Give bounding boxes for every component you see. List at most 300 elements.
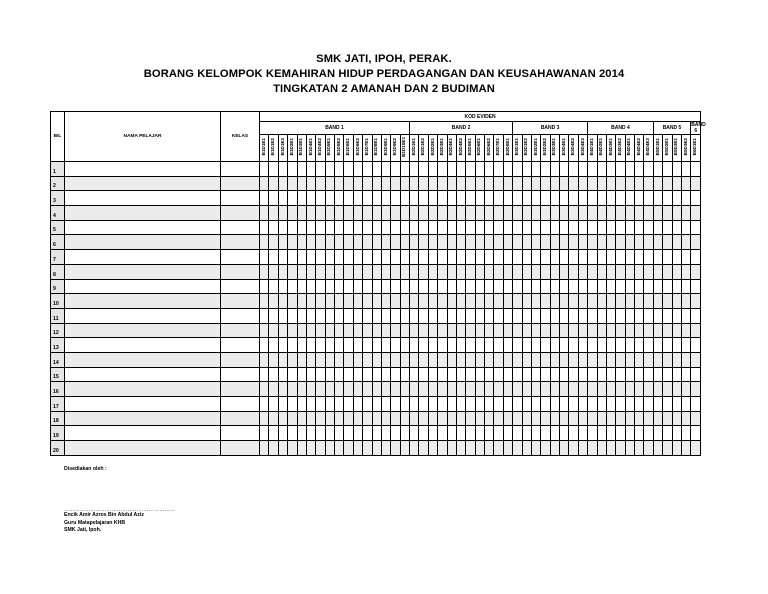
student-name-cell[interactable] (65, 264, 221, 279)
evidence-cell[interactable] (541, 382, 550, 397)
evidence-cell[interactable] (428, 411, 437, 426)
evidence-cell[interactable] (278, 206, 287, 221)
evidence-cell[interactable] (625, 411, 634, 426)
evidence-cell[interactable] (485, 367, 494, 382)
evidence-cell[interactable] (466, 162, 475, 177)
evidence-cell[interactable] (372, 220, 381, 235)
evidence-cell[interactable] (316, 162, 325, 177)
evidence-cell[interactable] (335, 294, 344, 309)
evidence-cell[interactable] (419, 323, 428, 338)
evidence-cell[interactable] (316, 220, 325, 235)
evidence-cell[interactable] (438, 308, 447, 323)
evidence-cell[interactable] (297, 367, 306, 382)
evidence-cell[interactable] (503, 323, 512, 338)
evidence-cell[interactable] (653, 264, 662, 279)
evidence-cell[interactable] (569, 264, 578, 279)
evidence-cell[interactable] (456, 397, 465, 412)
evidence-cell[interactable] (438, 294, 447, 309)
evidence-cell[interactable] (466, 411, 475, 426)
evidence-cell[interactable] (353, 323, 362, 338)
evidence-cell[interactable] (381, 206, 390, 221)
evidence-cell[interactable] (531, 308, 540, 323)
evidence-cell[interactable] (681, 162, 690, 177)
evidence-cell[interactable] (260, 352, 269, 367)
evidence-cell[interactable] (635, 411, 644, 426)
evidence-cell[interactable] (456, 279, 465, 294)
evidence-cell[interactable] (531, 220, 540, 235)
evidence-cell[interactable] (672, 426, 681, 441)
evidence-cell[interactable] (456, 382, 465, 397)
evidence-cell[interactable] (578, 206, 587, 221)
evidence-cell[interactable] (663, 338, 672, 353)
student-name-cell[interactable] (65, 411, 221, 426)
evidence-cell[interactable] (428, 250, 437, 265)
student-name-cell[interactable] (65, 308, 221, 323)
evidence-cell[interactable] (316, 323, 325, 338)
evidence-cell[interactable] (475, 397, 484, 412)
evidence-cell[interactable] (560, 397, 569, 412)
evidence-cell[interactable] (456, 294, 465, 309)
evidence-cell[interactable] (550, 235, 559, 250)
evidence-cell[interactable] (691, 264, 701, 279)
evidence-cell[interactable] (691, 308, 701, 323)
evidence-cell[interactable] (288, 191, 297, 206)
evidence-cell[interactable] (381, 264, 390, 279)
evidence-cell[interactable] (541, 367, 550, 382)
evidence-cell[interactable] (606, 397, 615, 412)
evidence-cell[interactable] (278, 191, 287, 206)
evidence-cell[interactable] (466, 397, 475, 412)
evidence-cell[interactable] (560, 411, 569, 426)
evidence-cell[interactable] (306, 411, 315, 426)
evidence-cell[interactable] (635, 367, 644, 382)
class-cell[interactable] (221, 323, 260, 338)
evidence-cell[interactable] (653, 426, 662, 441)
evidence-cell[interactable] (410, 338, 419, 353)
evidence-cell[interactable] (691, 279, 701, 294)
evidence-cell[interactable] (672, 176, 681, 191)
evidence-cell[interactable] (541, 264, 550, 279)
evidence-cell[interactable] (353, 191, 362, 206)
evidence-cell[interactable] (606, 235, 615, 250)
evidence-cell[interactable] (531, 176, 540, 191)
evidence-cell[interactable] (597, 441, 606, 456)
evidence-cell[interactable] (297, 162, 306, 177)
evidence-cell[interactable] (588, 176, 597, 191)
evidence-cell[interactable] (381, 352, 390, 367)
evidence-cell[interactable] (691, 206, 701, 221)
evidence-cell[interactable] (306, 441, 315, 456)
evidence-cell[interactable] (681, 441, 690, 456)
evidence-cell[interactable] (635, 176, 644, 191)
evidence-cell[interactable] (344, 220, 353, 235)
evidence-cell[interactable] (635, 264, 644, 279)
evidence-cell[interactable] (381, 308, 390, 323)
evidence-cell[interactable] (419, 308, 428, 323)
evidence-cell[interactable] (531, 382, 540, 397)
evidence-cell[interactable] (288, 411, 297, 426)
evidence-cell[interactable] (663, 323, 672, 338)
evidence-cell[interactable] (475, 367, 484, 382)
evidence-cell[interactable] (466, 441, 475, 456)
evidence-cell[interactable] (381, 294, 390, 309)
evidence-cell[interactable] (550, 338, 559, 353)
evidence-cell[interactable] (466, 206, 475, 221)
evidence-cell[interactable] (644, 397, 653, 412)
evidence-cell[interactable] (663, 264, 672, 279)
evidence-cell[interactable] (447, 441, 456, 456)
student-name-cell[interactable] (65, 397, 221, 412)
evidence-cell[interactable] (363, 191, 372, 206)
evidence-cell[interactable] (372, 235, 381, 250)
evidence-cell[interactable] (353, 338, 362, 353)
evidence-cell[interactable] (381, 176, 390, 191)
evidence-cell[interactable] (681, 176, 690, 191)
evidence-cell[interactable] (363, 176, 372, 191)
evidence-cell[interactable] (400, 162, 409, 177)
evidence-cell[interactable] (456, 250, 465, 265)
evidence-cell[interactable] (363, 279, 372, 294)
evidence-cell[interactable] (522, 176, 531, 191)
evidence-cell[interactable] (541, 397, 550, 412)
evidence-cell[interactable] (578, 264, 587, 279)
evidence-cell[interactable] (297, 279, 306, 294)
evidence-cell[interactable] (428, 441, 437, 456)
evidence-cell[interactable] (494, 426, 503, 441)
evidence-cell[interactable] (278, 382, 287, 397)
student-name-cell[interactable] (65, 220, 221, 235)
class-cell[interactable] (221, 382, 260, 397)
evidence-cell[interactable] (306, 338, 315, 353)
evidence-cell[interactable] (494, 250, 503, 265)
evidence-cell[interactable] (400, 176, 409, 191)
evidence-cell[interactable] (513, 367, 522, 382)
evidence-cell[interactable] (372, 294, 381, 309)
student-name-cell[interactable] (65, 352, 221, 367)
evidence-cell[interactable] (635, 397, 644, 412)
evidence-cell[interactable] (335, 308, 344, 323)
evidence-cell[interactable] (503, 441, 512, 456)
evidence-cell[interactable] (578, 191, 587, 206)
evidence-cell[interactable] (635, 426, 644, 441)
evidence-cell[interactable] (438, 162, 447, 177)
evidence-cell[interactable] (456, 441, 465, 456)
evidence-cell[interactable] (616, 338, 625, 353)
evidence-cell[interactable] (663, 382, 672, 397)
evidence-cell[interactable] (363, 338, 372, 353)
class-cell[interactable] (221, 352, 260, 367)
evidence-cell[interactable] (625, 426, 634, 441)
evidence-cell[interactable] (419, 397, 428, 412)
evidence-cell[interactable] (653, 206, 662, 221)
evidence-cell[interactable] (513, 191, 522, 206)
evidence-cell[interactable] (325, 397, 334, 412)
evidence-cell[interactable] (616, 397, 625, 412)
evidence-cell[interactable] (456, 352, 465, 367)
evidence-cell[interactable] (503, 235, 512, 250)
evidence-cell[interactable] (410, 220, 419, 235)
evidence-cell[interactable] (438, 279, 447, 294)
evidence-cell[interactable] (569, 176, 578, 191)
evidence-cell[interactable] (569, 323, 578, 338)
evidence-cell[interactable] (513, 411, 522, 426)
evidence-cell[interactable] (381, 323, 390, 338)
evidence-cell[interactable] (522, 235, 531, 250)
evidence-cell[interactable] (269, 294, 278, 309)
evidence-cell[interactable] (550, 162, 559, 177)
evidence-cell[interactable] (381, 162, 390, 177)
evidence-cell[interactable] (456, 264, 465, 279)
evidence-cell[interactable] (381, 441, 390, 456)
evidence-cell[interactable] (447, 176, 456, 191)
evidence-cell[interactable] (606, 338, 615, 353)
evidence-cell[interactable] (297, 397, 306, 412)
student-name-cell[interactable] (65, 206, 221, 221)
evidence-cell[interactable] (438, 323, 447, 338)
evidence-cell[interactable] (560, 323, 569, 338)
evidence-cell[interactable] (588, 308, 597, 323)
evidence-cell[interactable] (447, 382, 456, 397)
evidence-cell[interactable] (428, 323, 437, 338)
evidence-cell[interactable] (438, 397, 447, 412)
evidence-cell[interactable] (475, 323, 484, 338)
evidence-cell[interactable] (503, 397, 512, 412)
evidence-cell[interactable] (691, 220, 701, 235)
evidence-cell[interactable] (428, 191, 437, 206)
evidence-cell[interactable] (316, 352, 325, 367)
evidence-cell[interactable] (672, 323, 681, 338)
evidence-cell[interactable] (569, 426, 578, 441)
evidence-cell[interactable] (372, 382, 381, 397)
evidence-cell[interactable] (391, 206, 400, 221)
evidence-cell[interactable] (419, 162, 428, 177)
class-cell[interactable] (221, 338, 260, 353)
evidence-cell[interactable] (260, 397, 269, 412)
evidence-cell[interactable] (447, 367, 456, 382)
evidence-cell[interactable] (278, 352, 287, 367)
evidence-cell[interactable] (663, 176, 672, 191)
evidence-cell[interactable] (428, 308, 437, 323)
evidence-cell[interactable] (522, 382, 531, 397)
evidence-cell[interactable] (372, 308, 381, 323)
evidence-cell[interactable] (288, 220, 297, 235)
evidence-cell[interactable] (588, 191, 597, 206)
evidence-cell[interactable] (606, 220, 615, 235)
evidence-cell[interactable] (381, 411, 390, 426)
evidence-cell[interactable] (381, 367, 390, 382)
evidence-cell[interactable] (635, 162, 644, 177)
evidence-cell[interactable] (588, 235, 597, 250)
evidence-cell[interactable] (344, 367, 353, 382)
evidence-cell[interactable] (550, 220, 559, 235)
evidence-cell[interactable] (335, 338, 344, 353)
student-name-cell[interactable] (65, 250, 221, 265)
evidence-cell[interactable] (494, 397, 503, 412)
evidence-cell[interactable] (625, 220, 634, 235)
evidence-cell[interactable] (438, 338, 447, 353)
evidence-cell[interactable] (663, 294, 672, 309)
evidence-cell[interactable] (531, 441, 540, 456)
evidence-cell[interactable] (306, 220, 315, 235)
evidence-cell[interactable] (306, 191, 315, 206)
evidence-cell[interactable] (344, 352, 353, 367)
evidence-cell[interactable] (391, 279, 400, 294)
evidence-cell[interactable] (513, 206, 522, 221)
evidence-cell[interactable] (306, 264, 315, 279)
evidence-cell[interactable] (260, 176, 269, 191)
evidence-cell[interactable] (578, 352, 587, 367)
evidence-cell[interactable] (306, 323, 315, 338)
evidence-cell[interactable] (597, 250, 606, 265)
evidence-cell[interactable] (363, 411, 372, 426)
evidence-cell[interactable] (456, 367, 465, 382)
evidence-cell[interactable] (335, 235, 344, 250)
evidence-cell[interactable] (316, 235, 325, 250)
evidence-cell[interactable] (372, 264, 381, 279)
evidence-cell[interactable] (503, 206, 512, 221)
evidence-cell[interactable] (335, 411, 344, 426)
evidence-cell[interactable] (578, 162, 587, 177)
evidence-cell[interactable] (335, 382, 344, 397)
evidence-cell[interactable] (681, 279, 690, 294)
evidence-cell[interactable] (428, 338, 437, 353)
evidence-cell[interactable] (578, 294, 587, 309)
evidence-cell[interactable] (597, 235, 606, 250)
evidence-cell[interactable] (419, 338, 428, 353)
evidence-cell[interactable] (531, 367, 540, 382)
evidence-cell[interactable] (325, 352, 334, 367)
evidence-cell[interactable] (625, 338, 634, 353)
evidence-cell[interactable] (400, 323, 409, 338)
evidence-cell[interactable] (438, 441, 447, 456)
evidence-cell[interactable] (494, 411, 503, 426)
evidence-cell[interactable] (297, 308, 306, 323)
class-cell[interactable] (221, 426, 260, 441)
evidence-cell[interactable] (625, 176, 634, 191)
evidence-cell[interactable] (447, 338, 456, 353)
evidence-cell[interactable] (260, 426, 269, 441)
evidence-cell[interactable] (438, 191, 447, 206)
evidence-cell[interactable] (344, 235, 353, 250)
evidence-cell[interactable] (447, 235, 456, 250)
evidence-cell[interactable] (616, 235, 625, 250)
evidence-cell[interactable] (503, 308, 512, 323)
evidence-cell[interactable] (372, 323, 381, 338)
evidence-cell[interactable] (644, 382, 653, 397)
evidence-cell[interactable] (578, 397, 587, 412)
evidence-cell[interactable] (306, 382, 315, 397)
evidence-cell[interactable] (391, 323, 400, 338)
evidence-cell[interactable] (616, 264, 625, 279)
evidence-cell[interactable] (419, 176, 428, 191)
evidence-cell[interactable] (606, 250, 615, 265)
evidence-cell[interactable] (419, 279, 428, 294)
evidence-cell[interactable] (316, 426, 325, 441)
evidence-cell[interactable] (381, 235, 390, 250)
evidence-cell[interactable] (269, 323, 278, 338)
evidence-cell[interactable] (410, 279, 419, 294)
evidence-cell[interactable] (288, 206, 297, 221)
evidence-cell[interactable] (428, 294, 437, 309)
evidence-cell[interactable] (428, 279, 437, 294)
evidence-cell[interactable] (297, 411, 306, 426)
evidence-cell[interactable] (494, 308, 503, 323)
evidence-cell[interactable] (560, 441, 569, 456)
evidence-cell[interactable] (625, 191, 634, 206)
evidence-cell[interactable] (335, 206, 344, 221)
evidence-cell[interactable] (541, 308, 550, 323)
evidence-cell[interactable] (569, 191, 578, 206)
evidence-cell[interactable] (653, 279, 662, 294)
evidence-cell[interactable] (653, 162, 662, 177)
evidence-cell[interactable] (278, 162, 287, 177)
evidence-cell[interactable] (288, 338, 297, 353)
evidence-cell[interactable] (335, 264, 344, 279)
class-cell[interactable] (221, 162, 260, 177)
evidence-cell[interactable] (494, 367, 503, 382)
evidence-cell[interactable] (306, 367, 315, 382)
evidence-cell[interactable] (381, 250, 390, 265)
evidence-cell[interactable] (588, 220, 597, 235)
evidence-cell[interactable] (578, 382, 587, 397)
evidence-cell[interactable] (485, 352, 494, 367)
evidence-cell[interactable] (494, 206, 503, 221)
evidence-cell[interactable] (335, 279, 344, 294)
evidence-cell[interactable] (597, 338, 606, 353)
evidence-cell[interactable] (269, 441, 278, 456)
evidence-cell[interactable] (363, 235, 372, 250)
evidence-cell[interactable] (325, 323, 334, 338)
evidence-cell[interactable] (644, 235, 653, 250)
evidence-cell[interactable] (316, 206, 325, 221)
evidence-cell[interactable] (606, 411, 615, 426)
evidence-cell[interactable] (447, 279, 456, 294)
evidence-cell[interactable] (344, 294, 353, 309)
evidence-cell[interactable] (541, 176, 550, 191)
evidence-cell[interactable] (306, 235, 315, 250)
evidence-cell[interactable] (485, 235, 494, 250)
evidence-cell[interactable] (672, 264, 681, 279)
evidence-cell[interactable] (306, 308, 315, 323)
evidence-cell[interactable] (306, 162, 315, 177)
evidence-cell[interactable] (419, 235, 428, 250)
evidence-cell[interactable] (550, 323, 559, 338)
evidence-cell[interactable] (372, 338, 381, 353)
evidence-cell[interactable] (260, 206, 269, 221)
evidence-cell[interactable] (522, 323, 531, 338)
evidence-cell[interactable] (606, 279, 615, 294)
evidence-cell[interactable] (635, 352, 644, 367)
evidence-cell[interactable] (456, 162, 465, 177)
evidence-cell[interactable] (485, 411, 494, 426)
evidence-cell[interactable] (372, 411, 381, 426)
evidence-cell[interactable] (625, 294, 634, 309)
evidence-cell[interactable] (353, 176, 362, 191)
evidence-cell[interactable] (400, 367, 409, 382)
evidence-cell[interactable] (522, 162, 531, 177)
evidence-cell[interactable] (663, 250, 672, 265)
evidence-cell[interactable] (503, 294, 512, 309)
evidence-cell[interactable] (681, 411, 690, 426)
evidence-cell[interactable] (541, 323, 550, 338)
evidence-cell[interactable] (485, 426, 494, 441)
evidence-cell[interactable] (466, 308, 475, 323)
evidence-cell[interactable] (353, 264, 362, 279)
evidence-cell[interactable] (625, 264, 634, 279)
evidence-cell[interactable] (597, 279, 606, 294)
evidence-cell[interactable] (503, 250, 512, 265)
evidence-cell[interactable] (269, 176, 278, 191)
